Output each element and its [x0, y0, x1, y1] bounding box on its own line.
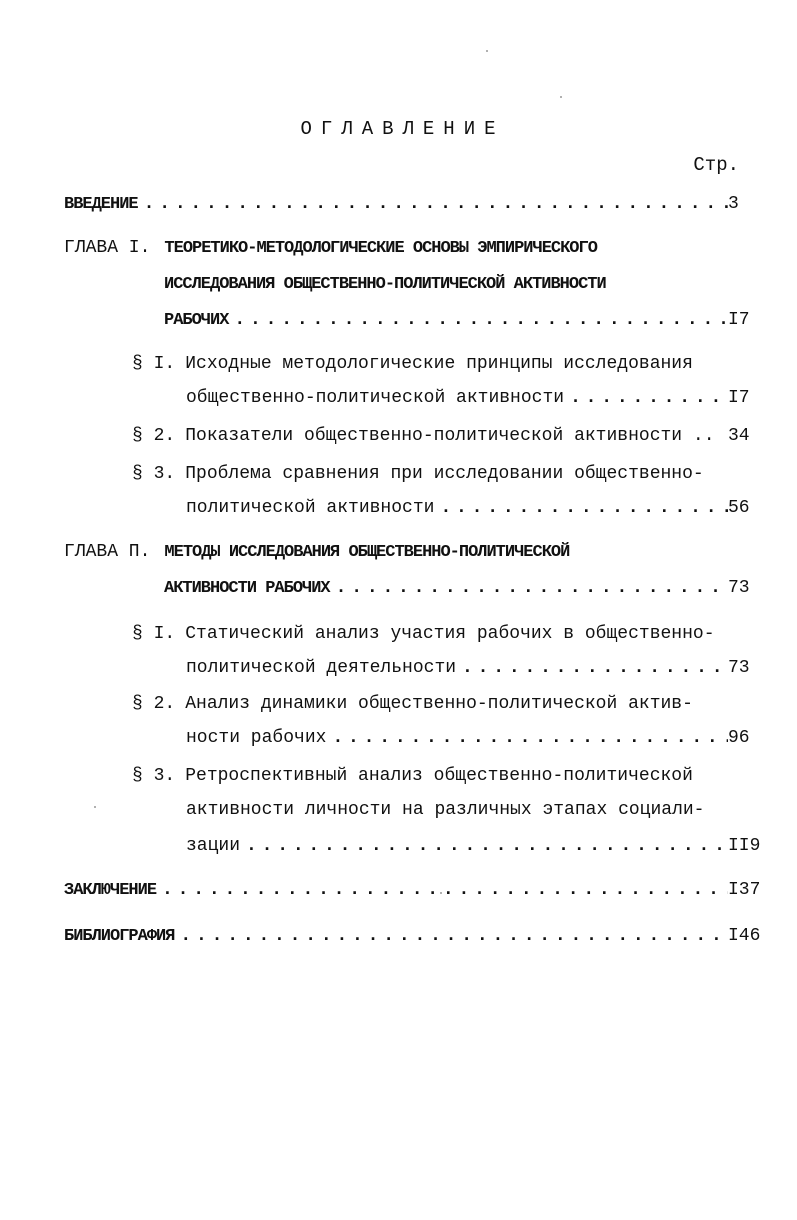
toc-chapter-1-line-2	[164, 262, 764, 294]
section-title: Исходные методологические принципы исследования	[185, 354, 693, 374]
scan-speck	[486, 50, 488, 52]
section-label: § 2.	[132, 426, 176, 446]
dot-leader	[156, 880, 728, 900]
page-number: 96	[728, 728, 750, 748]
dot-leader	[564, 388, 728, 408]
toc-chapter-1-line-1[interactable]	[64, 226, 764, 258]
chapter-title-cont: РАБОЧИХ	[164, 311, 229, 330]
toc-entry-bibliography[interactable]	[64, 914, 764, 946]
page-column-label: Стр.	[693, 154, 739, 176]
section-title: Проблема сравнения при исследовании общественно-	[185, 464, 704, 484]
chapter-title: МЕТОДЫ ИССЛЕДОВАНИЯ ОБЩЕСТВЕННО-ПОЛИТИЧЕСКОЙ	[164, 543, 570, 562]
dot-leader	[434, 498, 728, 518]
section-title-cont: общественно-политической активности	[186, 388, 565, 408]
toc-section-1-1-line-2[interactable]	[186, 376, 764, 408]
section-title: Статический анализ участия рабочих в общественно-	[185, 624, 715, 644]
section-label: § 2.	[132, 694, 176, 714]
section-title-cont: политической деятельности	[186, 658, 457, 678]
toc-section-1-1-line-1[interactable]	[132, 342, 764, 374]
entry-title: ЗАКЛЮЧЕНИЕ	[64, 881, 157, 900]
toc-section-1-3-line-1[interactable]	[132, 452, 764, 484]
toc-section-2-2-line-1[interactable]	[132, 682, 764, 714]
entry-title: БИБЛИОГРАФИЯ	[64, 927, 175, 946]
scan-speck	[94, 806, 96, 808]
toc-section-2-1-line-1[interactable]	[132, 612, 764, 644]
toc-section-2-3-line-3[interactable]	[186, 824, 764, 856]
scan-speck	[560, 96, 562, 98]
section-label: § I.	[132, 624, 176, 644]
toc-section-2-1-line-2[interactable]	[186, 646, 764, 678]
toc-section-2-3-line-2	[186, 788, 764, 820]
dot-leader	[228, 310, 728, 330]
section-label: § I.	[132, 354, 176, 374]
page-number: I7	[728, 310, 750, 330]
section-title-cont: активности личности на различных этапах социали-	[186, 800, 705, 820]
toc-section-1-3-line-2[interactable]	[186, 486, 764, 518]
section-title-cont: политической активности	[186, 498, 435, 518]
toc-entry-conclusion[interactable]	[64, 868, 764, 900]
toc-section-2-3-line-1[interactable]	[132, 754, 764, 786]
section-title-cont: ности рабочих	[186, 728, 327, 748]
toc-section-1-2[interactable]	[132, 414, 764, 446]
section-label: § 3.	[132, 766, 176, 786]
page-number: I37	[728, 880, 761, 900]
chapter-title-cont: ИССЛЕДОВАНИЯ ОБЩЕСТВЕННО-ПОЛИТИЧЕСКОЙ АКТИВНОСТИ	[164, 275, 606, 294]
toc-entry-intro[interactable]	[64, 182, 764, 214]
dot-leader	[138, 194, 728, 214]
entry-title: ВВЕДЕНИЕ	[64, 195, 138, 214]
page-number: 3	[728, 194, 739, 214]
page-number: II9	[728, 836, 761, 856]
section-title: Анализ динамики общественно-политической актив-	[185, 694, 693, 714]
chapter-label: ГЛАВА П.	[64, 542, 151, 562]
page-number: 56	[728, 498, 750, 518]
page-number: I7	[728, 388, 750, 408]
toc-section-2-2-line-2[interactable]	[186, 716, 764, 748]
page-number: 73	[728, 578, 750, 598]
section-label: § 3.	[132, 464, 176, 484]
page-number: I46	[728, 926, 761, 946]
chapter-title: ТЕОРЕТИКО-МЕТОДОЛОГИЧЕСКИЕ ОСНОВЫ ЭМПИРИЧЕСКОГО	[164, 239, 597, 258]
toc-chapter-2-line-2[interactable]	[164, 566, 764, 598]
section-title: Показатели общественно-политической активности ..	[185, 426, 715, 446]
dot-leader	[326, 728, 728, 748]
dot-leader	[456, 658, 728, 678]
chapter-title-cont: АКТИВНОСТИ РАБОЧИХ	[164, 579, 330, 598]
page-number: 34	[728, 426, 750, 446]
section-title-cont: зации	[186, 836, 241, 856]
chapter-label: ГЛАВА I.	[64, 238, 151, 258]
dot-leader	[174, 926, 728, 946]
dot-leader	[240, 836, 728, 856]
page-number: 73	[728, 658, 750, 678]
toc-chapter-1-line-3[interactable]	[164, 298, 764, 330]
scan-speck	[440, 892, 442, 894]
dot-leader	[330, 578, 728, 598]
toc-chapter-2-line-1[interactable]	[64, 530, 764, 562]
toc-title: ОГЛАВЛЕНИЕ	[300, 118, 505, 140]
section-title: Ретроспективный анализ общественно-политической	[185, 766, 693, 786]
